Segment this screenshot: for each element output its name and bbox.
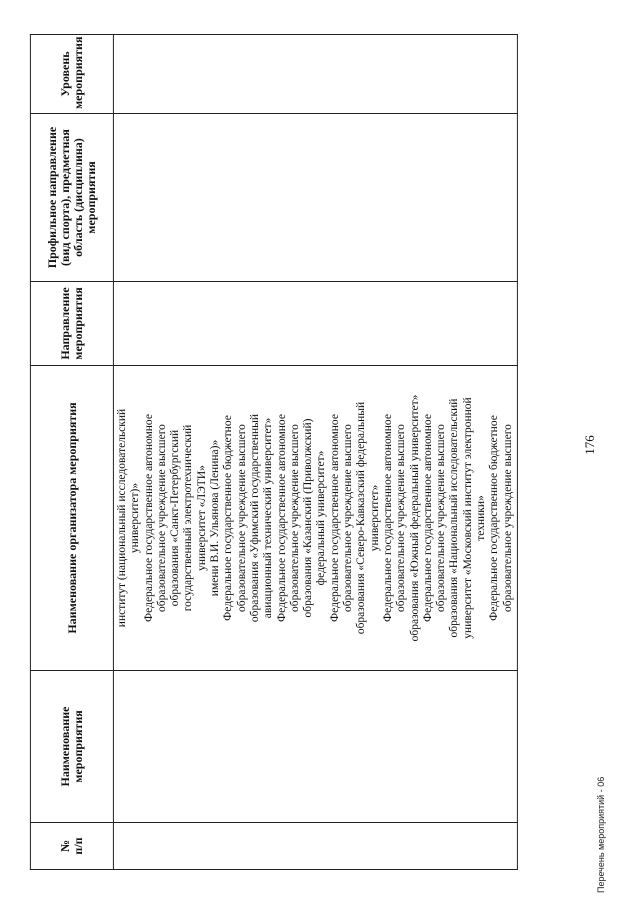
organizer-line: университет» bbox=[368, 484, 381, 552]
organizer-line: образования «Уфимский государственный bbox=[248, 413, 261, 623]
organizer-line: техники» bbox=[475, 495, 488, 541]
cell-event-name bbox=[114, 671, 518, 823]
organizer-line: Федеральное государственное бюджетное bbox=[488, 415, 501, 621]
organizer-line: образовательное учреждение высшего bbox=[342, 424, 355, 612]
organizer-line: образовательное учреждение высшего bbox=[435, 424, 448, 612]
cell-direction bbox=[114, 282, 518, 366]
organizer-line: университет)» bbox=[129, 482, 142, 554]
cell-level bbox=[114, 35, 518, 114]
events-table bbox=[30, 34, 518, 870]
header-direction bbox=[31, 282, 114, 366]
organizer-line: Федеральное государственное бюджетное bbox=[222, 415, 235, 621]
organizer-line: Федеральное государственное автономное bbox=[381, 414, 394, 622]
header-level-text: Уровень мероприятия bbox=[58, 36, 85, 109]
organizer-line: образования «Казанский (Приволжский) bbox=[302, 418, 315, 618]
cell-organizer bbox=[114, 366, 518, 671]
organizer-line: образования «Национальный исследовательский bbox=[448, 398, 461, 638]
cell-profile bbox=[114, 114, 518, 282]
organizer-line: образования «Северо-Кавказский федеральный bbox=[355, 401, 368, 635]
header-profile bbox=[31, 114, 114, 282]
organizer-line: имени В.И. Ульянова (Ленина)» bbox=[209, 439, 222, 597]
header-event-name bbox=[31, 671, 114, 823]
organizer-line: образования «Южный федеральный университет» bbox=[408, 394, 421, 642]
organizer-line: Федеральное государственное автономное bbox=[328, 414, 341, 622]
header-row bbox=[31, 35, 114, 870]
organizer-line: государственный электротехнический bbox=[182, 424, 195, 612]
header-organizer-text: Наименование организатора мероприятия bbox=[64, 402, 79, 634]
organizer-line: Федеральное государственное автономное bbox=[421, 414, 434, 622]
organizer-text bbox=[114, 366, 517, 670]
header-num-text: № п/п bbox=[58, 837, 85, 855]
organizer-line: Федеральное государственное автономное bbox=[275, 414, 288, 622]
cell-num bbox=[114, 823, 518, 870]
organizer-line: образовательное учреждение высшего bbox=[395, 424, 408, 612]
organizer-line: Федеральное государственное автономное bbox=[142, 414, 155, 622]
header-num bbox=[31, 823, 114, 870]
organizer-line: образовательное учреждение высшего bbox=[235, 424, 248, 612]
organizer-line: университет «ЛЭТИ» bbox=[195, 465, 208, 571]
organizer-line: университет «Московский институт электронной bbox=[461, 397, 474, 639]
organizer-line: образовательное учреждение высшего bbox=[501, 424, 514, 612]
organizer-line: образования «Санкт-Петербургский bbox=[169, 429, 182, 607]
footer-text: Перечень мероприятий - 06 bbox=[596, 776, 606, 893]
page-number: 176 bbox=[582, 435, 597, 455]
organizer-line: институт (национальный исследовательский bbox=[116, 408, 128, 628]
organizer-line: образовательное учреждение высшего bbox=[288, 424, 301, 612]
table-row bbox=[114, 35, 518, 870]
header-level bbox=[31, 35, 114, 114]
header-profile-text: Профильное направление (вид спорта), предметная область (дисциплина) мероприятия bbox=[45, 126, 98, 269]
header-organizer bbox=[31, 366, 114, 671]
header-direction-text: Направление мероприятия bbox=[58, 287, 85, 360]
organizer-line: образовательное учреждение высшего bbox=[155, 424, 168, 612]
organizer-line: авиационный технический университет» bbox=[262, 417, 275, 619]
header-event-name-text: Наименование мероприятия bbox=[58, 706, 85, 787]
organizer-line: федеральный университет» bbox=[315, 450, 328, 586]
